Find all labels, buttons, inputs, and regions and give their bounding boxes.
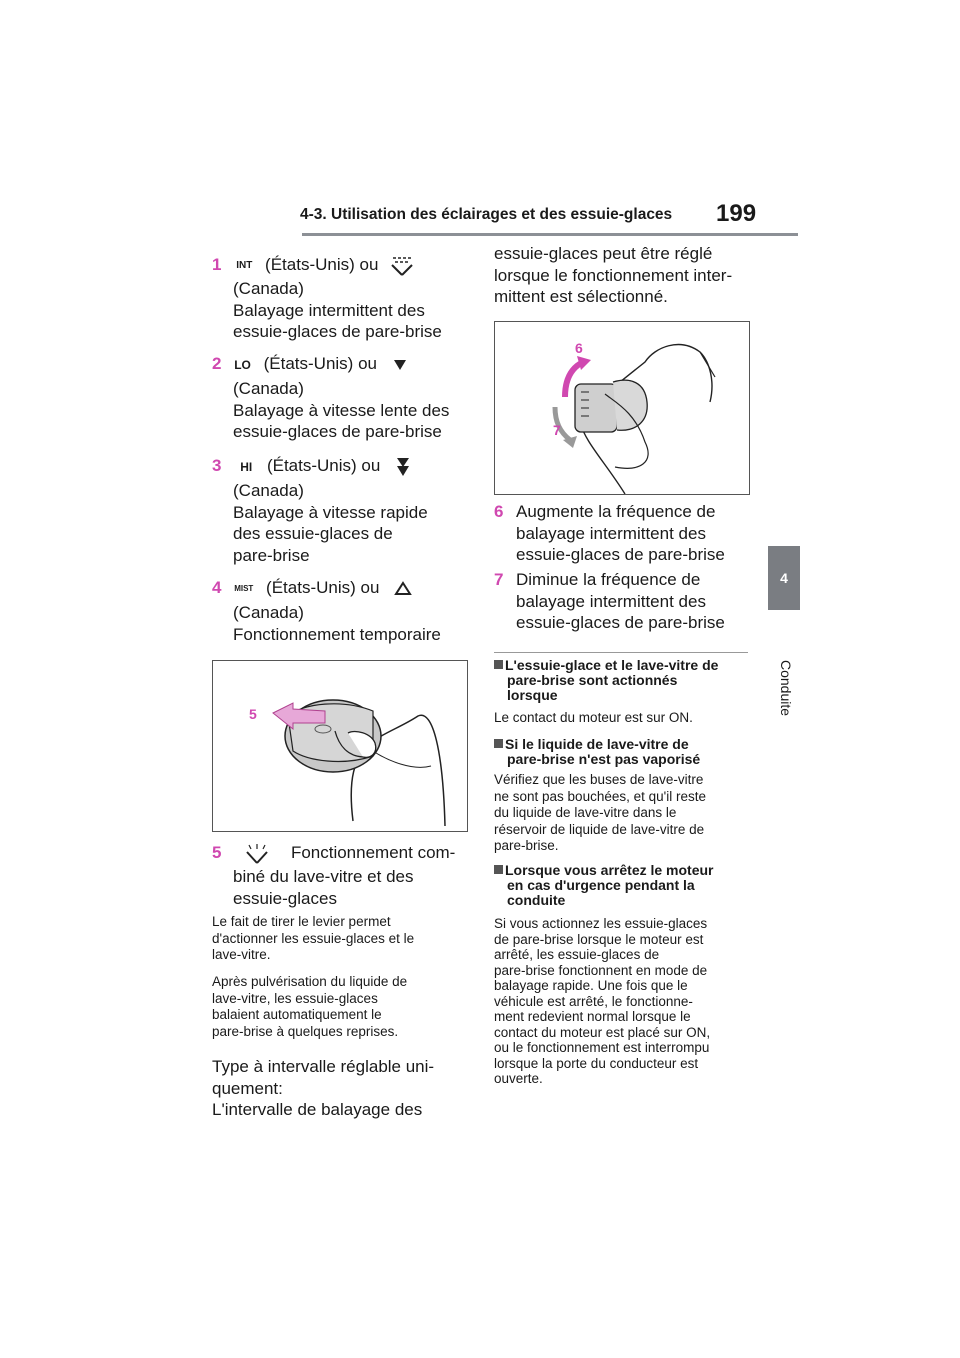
item-4-header bbox=[212, 577, 412, 600]
square-bullet-icon bbox=[494, 739, 503, 748]
washer-icon bbox=[244, 843, 270, 865]
text-emergency-stop: Si vous actionnez les essuie-glaces de pare-brise lorsque le moteur est arrêté, les essuie-glaces de pare-brise fonctionnent en mode de balayage rapide. Une fois que le véhicule est arrêté, le fonctionne- ment redevient normal lorsque le contact du moteur est placé sur ON, ou le fonctionnement est interrompu lorsque la porte du conducteur est ouverte. bbox=[494, 916, 711, 1086]
chapter-tab[interactable] bbox=[768, 546, 800, 610]
square-bullet-icon bbox=[494, 660, 503, 669]
header-rule bbox=[302, 233, 798, 236]
item-number: 2 bbox=[212, 354, 222, 373]
item-1-region-text: (États-Unis) ou bbox=[265, 255, 379, 274]
item-number: 6 bbox=[494, 502, 504, 521]
item-2-body: (Canada) Balayage à vitesse lente des essuie-glaces de pare-brise bbox=[233, 379, 450, 441]
item-number: 5 bbox=[212, 843, 222, 862]
item-1-header bbox=[212, 254, 415, 277]
low-speed-icon bbox=[392, 357, 408, 373]
item-3-body: (Canada) Balayage à vitesse rapide des essuie-glaces de pare-brise bbox=[233, 481, 428, 565]
item-3-header bbox=[212, 455, 411, 478]
page-number: 199 bbox=[716, 200, 757, 227]
section-divider bbox=[494, 652, 748, 653]
item-2-region-text: (États-Unis) ou bbox=[263, 354, 377, 373]
item-number: 3 bbox=[212, 456, 222, 475]
int-icon: INT bbox=[236, 259, 253, 271]
mist-text-icon: MIST bbox=[234, 583, 254, 593]
item-4-body: (Canada) Fonctionnement temporaire bbox=[233, 603, 441, 644]
heading-activation: L'essuie-glace et le lave-vitre de pare-brise sont actionnés lorsque bbox=[494, 658, 754, 703]
item-4-region-text: (États-Unis) ou bbox=[266, 578, 380, 597]
figure-label-6: 6 bbox=[575, 340, 583, 356]
text-no-spray: Vérifiez que les buses de lave-vitre ne sont pas bouchées, et qu'il reste du liquide de lave-vitre dans le réservoir de liquide de lave-vitre de pare-brise. bbox=[494, 772, 706, 853]
lo-icon: LO bbox=[234, 357, 251, 372]
item-number: 1 bbox=[212, 255, 222, 274]
wiper-lever-pull-figure bbox=[212, 660, 468, 832]
item-5-header bbox=[212, 842, 455, 865]
section-title: 4-3. Utilisation des éclairages et des essuie-glaces bbox=[300, 206, 673, 223]
item-number: 7 bbox=[494, 570, 504, 589]
dial-illustration bbox=[495, 322, 749, 494]
heading-no-spray: Si le liquide de lave-vitre de pare-brise n'est pas vaporisé bbox=[494, 737, 754, 767]
intro-text: essuie-glaces peut être réglé lorsque le fonctionnement inter- mittent est sélectionné. bbox=[494, 244, 733, 306]
figure-label-7: 7 bbox=[553, 422, 561, 438]
adjustable-interval-text: Type à intervalle réglable uni- quement: L'intervalle de balayage des bbox=[212, 1057, 435, 1119]
hi-icon: HI bbox=[240, 459, 253, 474]
high-speed-icon bbox=[395, 456, 411, 478]
interval-dial-figure bbox=[494, 321, 750, 495]
item-7: 7 Diminue la fréquence de balayage intermittent des essuie-glaces de pare-brise bbox=[494, 570, 725, 632]
mist-icon bbox=[394, 581, 412, 597]
item-6: 6 Augmente la fréquence de balayage intermittent des essuie-glaces de pare-brise bbox=[494, 502, 725, 564]
lever-illustration bbox=[213, 661, 467, 831]
intermittent-wiper-icon bbox=[389, 255, 415, 277]
item-5-first-line: Fonctionnement com- bbox=[290, 843, 456, 862]
item-3-region-text: (États-Unis) ou bbox=[266, 456, 381, 475]
item-1-body: (Canada) Balayage intermittent des essuie-glaces de pare-brise bbox=[233, 279, 442, 341]
item-5-body: biné du lave-vitre et des essuie-glaces bbox=[233, 867, 414, 908]
note-after-spray: Après pulvérisation du liquide de lave-vitre, les essuie-glaces balaient automatiquement le pare-brise à quelques reprises. bbox=[212, 974, 408, 1039]
text-activation: Le contact du moteur est sur ON. bbox=[494, 710, 693, 725]
item-2-header bbox=[212, 353, 408, 376]
item-number: 4 bbox=[212, 578, 222, 597]
chapter-number: 4 bbox=[780, 570, 788, 586]
figure-label-5: 5 bbox=[249, 706, 257, 722]
heading-emergency-stop: Lorsque vous arrêtez le moteur en cas d'urgence pendant la conduite bbox=[494, 863, 754, 908]
note-pull-lever: Le fait de tirer le levier permet d'actionner les essuie-glaces et le lave-vitre. bbox=[212, 914, 415, 962]
square-bullet-icon bbox=[494, 865, 503, 874]
chapter-label: Conduite bbox=[778, 660, 794, 717]
